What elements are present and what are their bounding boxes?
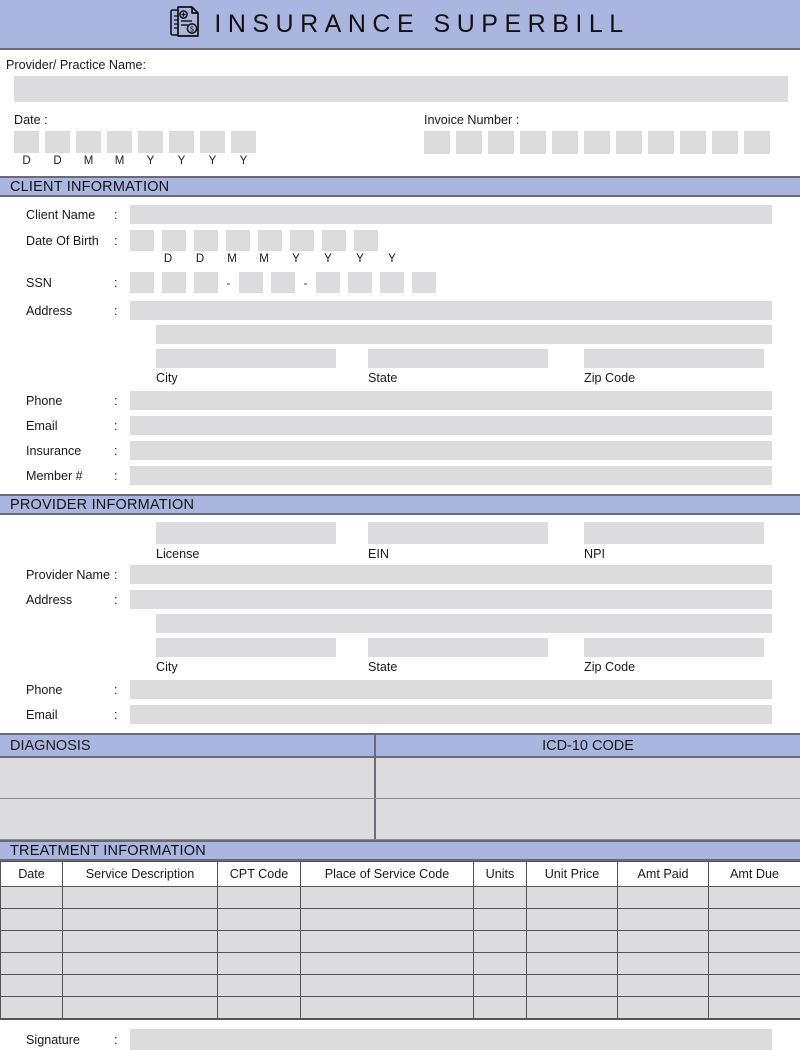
dob-box[interactable] [162,230,186,251]
cell-cpt-code[interactable] [218,997,301,1020]
client-phone-label: Phone [0,394,114,408]
cell-date[interactable] [1,975,63,997]
provider-information-band [0,494,800,515]
cell-cpt-code[interactable] [218,975,301,997]
provider-address-row [0,590,800,609]
cell-service-description[interactable] [63,887,218,909]
cell-units[interactable] [474,953,527,975]
date-invoice-row [0,113,800,167]
cell-place-of-service-code[interactable] [301,975,474,997]
provider-phone-row [0,680,800,699]
license-input[interactable] [156,522,336,544]
cell-units[interactable] [474,975,527,997]
ssn-box[interactable] [162,272,186,293]
client-ssn-label: SSN [0,276,114,290]
dob-format-letter: Y [284,253,308,265]
provider-city-state-zip-row [0,638,800,674]
table-row [1,931,800,953]
client-insurance-row [0,441,800,460]
table-row [1,887,800,909]
col-header-units: Units [474,862,527,887]
date-box[interactable] [200,131,225,153]
colon: : [114,276,130,290]
cell-units[interactable] [474,909,527,931]
ssn-separator: - [303,276,308,290]
provider-practice-name-label: Provider/ Practice Name: [6,58,800,72]
cell-amt-due[interactable] [709,975,800,997]
ein-label: EIN [368,547,548,561]
col-header-unit-price: Unit Price [527,862,618,887]
client-address-label: Address [0,304,114,318]
invoice-box[interactable] [488,131,514,154]
cell-amt-paid[interactable] [618,909,709,931]
client-zip-group [584,349,764,385]
client-ssn-boxes [130,272,436,293]
provider-city-input[interactable] [156,638,336,657]
provider-city-group [156,638,336,674]
invoice-box[interactable] [680,131,706,154]
client-phone-input[interactable] [130,391,772,410]
invoice-box[interactable] [456,131,482,154]
provider-zip-group [584,638,764,674]
provider-zip-label: Zip Code [584,660,764,674]
cell-place-of-service-code[interactable] [301,997,474,1020]
diagnosis-input[interactable] [0,799,376,839]
colon: : [114,419,130,433]
license-group [156,522,336,561]
dob-box[interactable] [130,230,154,251]
cell-service-description[interactable] [63,909,218,931]
client-state-label: State [368,371,548,385]
license-ein-npi-row [0,522,800,561]
ssn-box[interactable] [348,272,372,293]
provider-phone-label: Phone [0,683,114,697]
date-box[interactable] [138,131,163,153]
date-box[interactable] [76,131,101,153]
cell-units[interactable] [474,931,527,953]
dob-format-letter: M [252,253,276,265]
invoice-box[interactable] [584,131,610,154]
cell-amt-paid[interactable] [618,997,709,1020]
provider-zip-input[interactable] [584,638,764,657]
cell-place-of-service-code[interactable] [301,931,474,953]
colon: : [114,444,130,458]
provider-state-group [368,638,548,674]
ssn-box[interactable] [239,272,263,293]
client-zip-label: Zip Code [584,371,764,385]
ein-input[interactable] [368,522,548,544]
provider-address-label: Address [0,593,114,607]
date-group [14,113,424,167]
npi-group [584,522,764,561]
client-phone-row [0,391,800,410]
cell-amt-due[interactable] [709,997,800,1020]
col-header-place-of-service-code: Place of Service Code [301,862,474,887]
medical-invoice-document-icon [170,6,200,43]
ssn-box[interactable] [380,272,404,293]
colon: : [114,568,130,582]
client-dob-label: Date Of Birth [0,234,114,248]
date-box[interactable] [14,131,39,153]
cell-service-description[interactable] [63,953,218,975]
date-label: Date : [14,113,424,127]
cell-place-of-service-code[interactable] [301,887,474,909]
client-state-input[interactable] [368,349,548,368]
diagnosis-row [0,799,800,840]
ssn-box[interactable] [316,272,340,293]
cell-amt-due[interactable] [709,931,800,953]
cell-place-of-service-code[interactable] [301,953,474,975]
icd10-input[interactable] [376,758,800,798]
cell-date[interactable] [1,887,63,909]
npi-input[interactable] [584,522,764,544]
dob-format-letter: Y [316,253,340,265]
invoice-box[interactable] [520,131,546,154]
page-title-banner [0,0,800,50]
cell-service-description[interactable] [63,997,218,1020]
cell-amt-due[interactable] [709,953,800,975]
colon: : [114,683,130,697]
invoice-number-boxes [424,131,800,154]
client-dob-row [0,230,800,251]
client-ssn-row [0,272,800,293]
date-format-letter: Y [169,155,194,167]
invoice-box[interactable] [712,131,738,154]
client-name-input[interactable] [130,205,772,224]
cell-amt-paid[interactable] [618,931,709,953]
cell-amt-paid[interactable] [618,975,709,997]
diagnosis-table-header [0,733,800,758]
colon: : [114,469,130,483]
date-format-letter: Y [200,155,225,167]
client-name-label: Client Name [0,208,114,222]
diagnosis-header-cell: DIAGNOSIS [0,735,376,756]
ssn-box[interactable] [194,272,218,293]
cell-units[interactable] [474,887,527,909]
page-title: INSURANCE SUPERBILL [214,10,629,39]
provider-name-label: Provider Name [0,568,114,582]
ein-group [368,522,548,561]
client-email-input[interactable] [130,416,772,435]
date-format-letter: D [45,155,70,167]
provider-name-input[interactable] [130,565,772,584]
client-name-row [0,205,800,224]
ssn-box[interactable] [130,272,154,293]
date-box[interactable] [107,131,132,153]
cell-cpt-code[interactable] [218,931,301,953]
table-row [1,909,800,931]
table-row [1,975,800,997]
ssn-box[interactable] [412,272,436,293]
date-format-letter: D [14,155,39,167]
date-format-letter: M [107,155,132,167]
client-information-title: CLIENT INFORMATION [10,179,169,195]
diagnosis-row [0,758,800,799]
client-member-number-label: Member # [0,469,114,483]
date-boxes [14,131,424,153]
invoice-number-group [424,113,800,167]
dob-format-letter: D [188,253,212,265]
client-dob-format-hints [0,253,800,265]
provider-address-line2-input[interactable] [156,614,772,633]
table-row [1,997,800,1020]
signature-label: Signature [0,1033,114,1047]
cell-amt-due[interactable] [709,887,800,909]
treatment-header-row [1,862,800,887]
date-box[interactable] [45,131,70,153]
provider-email-input[interactable] [130,705,772,724]
treatment-table [0,861,800,1020]
invoice-box[interactable] [424,131,450,154]
dob-box[interactable] [322,230,346,251]
dob-format-letter: M [220,253,244,265]
signature-row [0,1029,800,1050]
client-address-line1-input[interactable] [130,301,772,320]
cell-cpt-code[interactable] [218,953,301,975]
cell-cpt-code[interactable] [218,909,301,931]
cell-date[interactable] [1,931,63,953]
date-box[interactable] [169,131,194,153]
dob-box[interactable] [194,230,218,251]
colon: : [114,1033,130,1047]
date-format-letter: Y [138,155,163,167]
dob-box[interactable] [258,230,282,251]
client-dob-boxes [130,230,378,251]
cell-unit-price[interactable] [527,931,618,953]
colon: : [114,394,130,408]
provider-phone-input[interactable] [130,680,772,699]
client-address-row [0,301,800,320]
cell-units[interactable] [474,997,527,1020]
provider-address-line1-input[interactable] [130,590,772,609]
dob-box[interactable] [354,230,378,251]
cell-amt-paid[interactable] [618,953,709,975]
client-city-state-zip-row [0,349,800,385]
cell-date[interactable] [1,909,63,931]
dob-format-letter: Y [348,253,372,265]
date-format-hints [14,155,424,167]
client-zip-input[interactable] [584,349,764,368]
treatment-information-band [0,840,800,861]
signature-input[interactable] [130,1029,772,1050]
cell-amt-due[interactable] [709,909,800,931]
diagnosis-input[interactable] [0,758,376,798]
date-format-letter: M [76,155,101,167]
client-state-group [368,349,548,385]
client-insurance-input[interactable] [130,441,772,460]
colon: : [114,593,130,607]
dob-format-letter: D [156,253,180,265]
client-address-line2-input[interactable] [156,325,772,344]
dob-format-letter: Y [380,253,404,265]
table-row [1,953,800,975]
client-member-row [0,466,800,485]
cell-unit-price[interactable] [527,953,618,975]
provider-practice-name-input[interactable] [14,76,788,102]
client-city-label: City [156,371,336,385]
cell-unit-price[interactable] [527,887,618,909]
provider-state-label: State [368,660,548,674]
date-box[interactable] [231,131,256,153]
col-header-amt-due: Amt Due [709,862,800,887]
svg-text:$: $ [190,24,195,33]
cell-cpt-code[interactable] [218,887,301,909]
cell-service-description[interactable] [63,931,218,953]
cell-date[interactable] [1,997,63,1020]
date-format-letter: Y [231,155,256,167]
client-email-row [0,416,800,435]
col-header-cpt-code: CPT Code [218,862,301,887]
colon: : [114,234,130,248]
client-city-input[interactable] [156,349,336,368]
treatment-information-title: TREATMENT INFORMATION [10,843,206,859]
col-header-amt-paid: Amt Paid [618,862,709,887]
provider-city-label: City [156,660,336,674]
cell-unit-price[interactable] [527,997,618,1020]
client-address-line2-row [0,325,800,344]
invoice-box[interactable] [744,131,770,154]
col-header-date: Date [1,862,63,887]
client-email-label: Email [0,419,114,433]
provider-email-label: Email [0,708,114,722]
colon: : [114,708,130,722]
provider-email-row [0,705,800,724]
col-header-service-description: Service Description [63,862,218,887]
license-label: License [156,547,336,561]
invoice-box[interactable] [616,131,642,154]
provider-address-line2-row [0,614,800,633]
cell-service-description[interactable] [63,975,218,997]
invoice-number-label: Invoice Number : [424,113,800,127]
ssn-separator: - [226,276,231,290]
cell-amt-paid[interactable] [618,887,709,909]
invoice-box[interactable] [552,131,578,154]
client-information-band [0,176,800,197]
icd10-header-cell: ICD-10 CODE [376,735,800,756]
dob-box[interactable] [290,230,314,251]
invoice-box[interactable] [648,131,674,154]
provider-state-input[interactable] [368,638,548,657]
provider-information-title: PROVIDER INFORMATION [10,497,194,513]
client-city-group [156,349,336,385]
npi-label: NPI [584,547,764,561]
client-insurance-label: Insurance [0,444,114,458]
dob-box[interactable] [226,230,250,251]
ssn-box[interactable] [271,272,295,293]
icd10-input[interactable] [376,799,800,839]
colon: : [114,208,130,222]
client-member-number-input[interactable] [130,466,772,485]
provider-name-row [0,565,800,584]
cell-date[interactable] [1,953,63,975]
colon: : [114,304,130,318]
cell-unit-price[interactable] [527,909,618,931]
cell-unit-price[interactable] [527,975,618,997]
cell-place-of-service-code[interactable] [301,909,474,931]
